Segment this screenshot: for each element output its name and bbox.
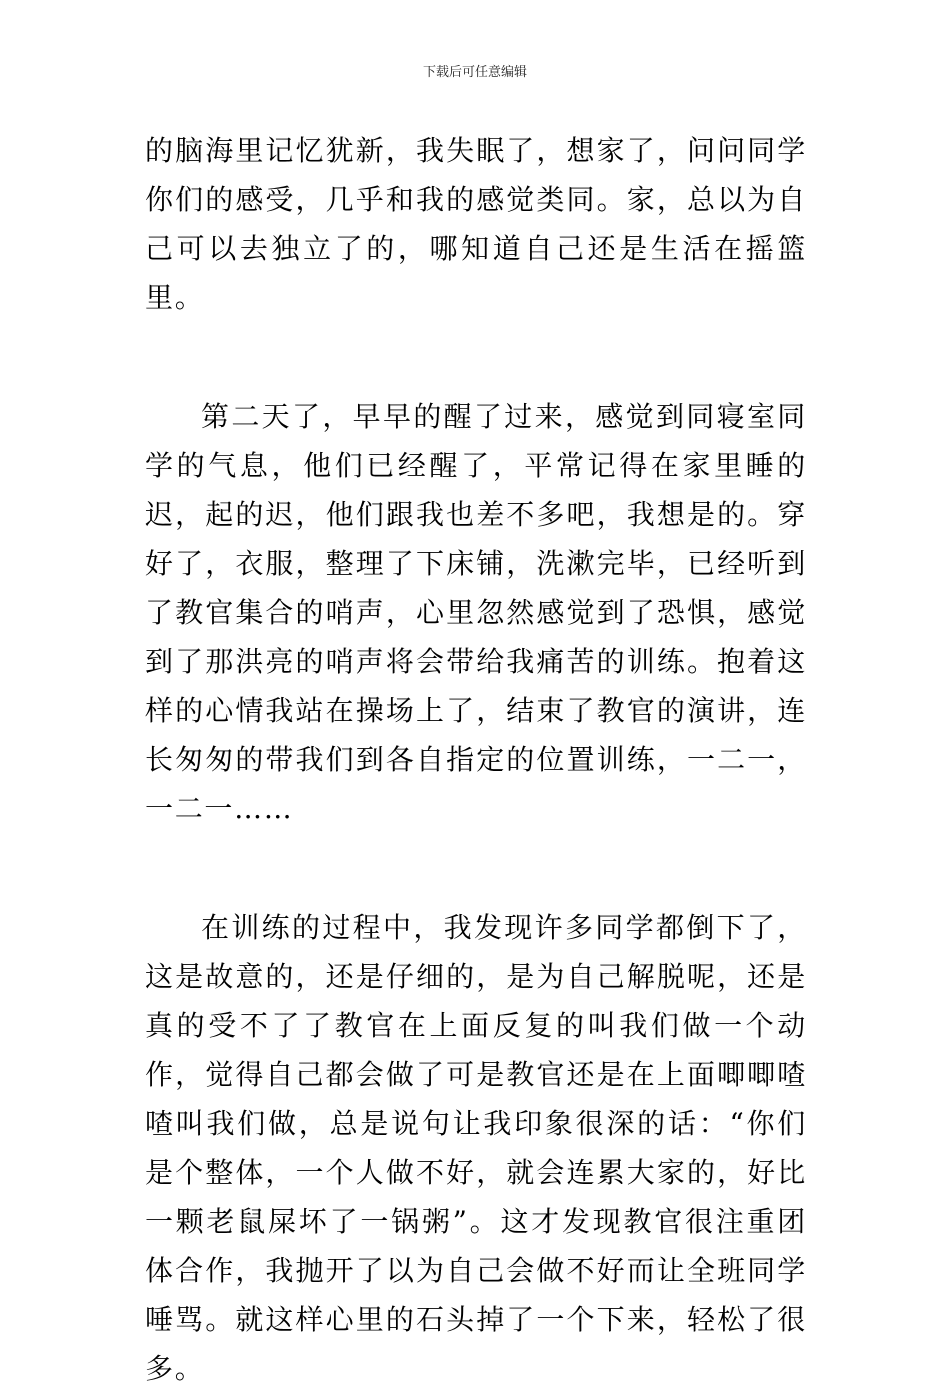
paragraph-spacer xyxy=(145,322,807,392)
paragraph-spacer xyxy=(145,833,807,903)
page-header: 下载后可任意编辑 xyxy=(422,65,527,80)
document-body xyxy=(145,126,807,1393)
paragraph-1: 的脑海里记忆犹新，我失眠了，想家了，问问同学你们的感受，几乎和我的感觉类同。家，总以为自己可以去独立了的，哪知道自己还是生活在摇篮里。 xyxy=(145,134,807,314)
paragraph-2: 第二天了，早早的醒了过来，感觉到同寝室同学的气息，他们已经醒了，平常记得在家里睡的迟，起的迟，他们跟我也差不多吧，我想是的。穿好了，衣服，整理了下床铺，洗漱完毕，已经听到了教官集合的哨声，心里忽然感觉到了恐惧，感觉到了那洪亮的哨声将会带给我痛苦的训练。抱着这样的心情我站在操场上了，结束了教官的演讲，连长匆匆的带我们到各自指定的位置训练，一二一，一二一…… xyxy=(145,400,807,825)
paragraph-3: 在训练的过程中，我发现许多同学都倒下了，这是故意的，还是仔细的，是为自己解脱呢，还是真的受不了了教官在上面反复的叫我们做一个动作，觉得自己都会做了可是教官还是在上面唧唧喳喳叫我们做，总是说句让我印象很深的话：“你们是个整体，一个人做不好，就会连累大家的，好比一颗老鼠屎坏了一锅粥”。这才发现教官很注重团体合作，我抛开了以为自己会做不好而让全班同学唾骂。就这样心里的石头掉了一个下来，轻松了很多。 xyxy=(145,911,807,1385)
